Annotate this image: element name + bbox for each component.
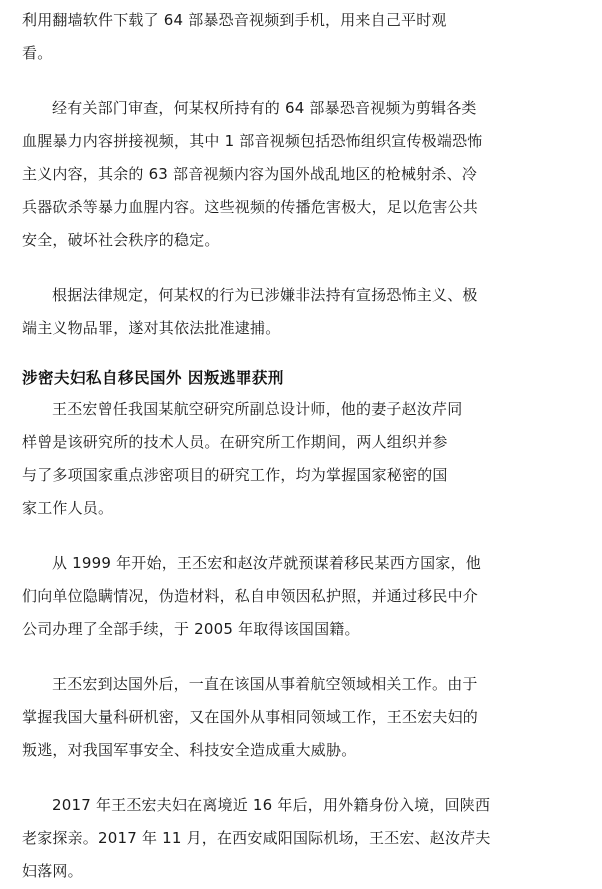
paragraph-background: [0, 393, 602, 525]
text-line: 叛逃，对我国军事安全、科技安全造成重大威胁。: [22, 741, 357, 759]
text-line: 端主义物品罪，遂对其依法批准逮捕。: [22, 319, 281, 337]
paragraph-review: [0, 92, 602, 257]
text-line: 王丕宏到达国外后，一直在该国从事着航空领域相关工作。由于: [52, 675, 478, 693]
text-line: 妇落网。: [22, 862, 83, 880]
text-line: 公司办理了全部手续，于 2005 年取得该国国籍。: [22, 620, 360, 638]
paragraph-ruling: [0, 279, 602, 345]
text-line: 根据法律规定，何某权的行为已涉嫌非法持有宣扬恐怖主义、极: [52, 286, 478, 304]
text-line: 兵器砍杀等暴力血腥内容。这些视频的传播危害极大，足以危害公共: [22, 198, 479, 216]
section-heading: 涉密夫妇私自移民国外 因叛逃罪获刑: [22, 368, 284, 387]
paragraph-continued: [0, 4, 602, 70]
paragraph-emigration: [0, 547, 602, 646]
text-line: 经有关部门审查，何某权所持有的 64 部暴恐音视频为剪辑各类: [52, 99, 477, 117]
text-line: 样曾是该研究所的技术人员。在研究所工作期间，两人组织并参: [22, 433, 448, 451]
text-line: 安全，破坏社会秩序的稳定。: [22, 231, 220, 249]
text-line: 主义内容，其余的 63 部音视频内容为国外战乱地区的枪械射杀、冷: [22, 165, 478, 183]
paragraph-threat: [0, 668, 602, 767]
text-line: 从 1999 年开始，王丕宏和赵汝芹就预谋着移民某西方国家，他: [52, 554, 481, 572]
text-line: 王丕宏曾任我国某航空研究所副总设计师，他的妻子赵汝芹同: [52, 400, 463, 418]
text-line: 们向单位隐瞒情况，伪造材料，私自申领因私护照，并通过移民中介: [22, 587, 479, 605]
text-line: 2017 年王丕宏夫妇在离境近 16 年后，用外籍身份入境，回陕西: [52, 796, 491, 814]
paragraph-arrest: [0, 789, 602, 888]
text-line: 与了多项国家重点涉密项目的研究工作，均为掌握国家秘密的国: [22, 466, 448, 484]
text-line: 利用翻墙软件下载了 64 部暴恐音视频到手机，用来自己平时观: [22, 11, 447, 29]
article-body: [0, 4, 602, 880]
text-line: 看。: [22, 44, 53, 62]
text-line: 老家探亲。2017 年 11 月，在西安咸阳国际机场，王丕宏、赵汝芹夫: [22, 829, 491, 847]
text-line: 血腥暴力内容拼接视频，其中 1 部音视频包括恐怖组织宣传极端恐怖: [22, 132, 483, 150]
text-line: 家工作人员。: [22, 499, 114, 517]
text-line: 掌握我国大量科研机密，又在国外从事相同领域工作，王丕宏夫妇的: [22, 708, 479, 726]
